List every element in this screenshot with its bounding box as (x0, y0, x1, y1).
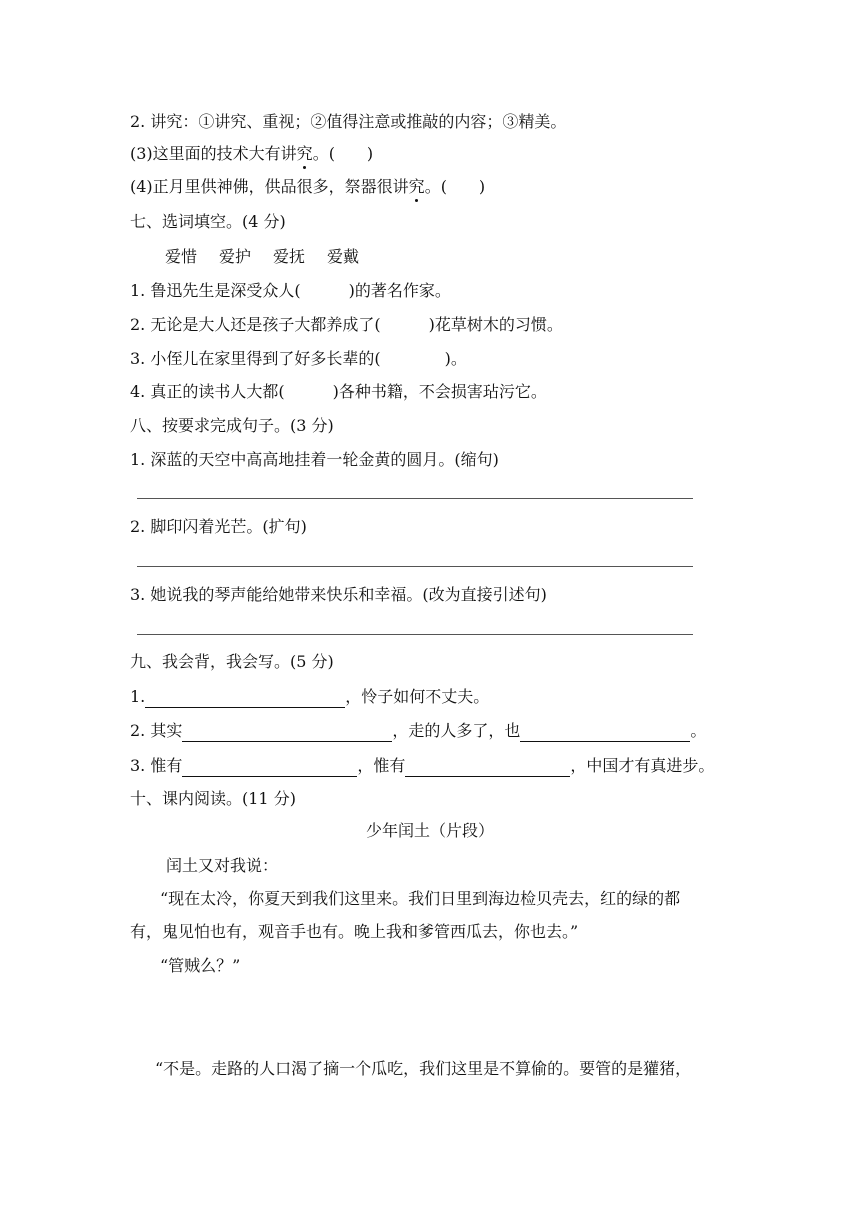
word-bank-item: 爱戴 (327, 247, 360, 266)
sentence-4-dotted-char: 究 (408, 177, 425, 196)
sentence-3-text: (3)这里面的技术大有讲 (130, 144, 297, 163)
answer-line[interactable] (137, 634, 693, 635)
question-number: 3. 惟有 (130, 756, 183, 775)
passage-paragraph: 闰土又对我说： (166, 856, 279, 875)
section-7-question-4: 4. 真正的读书人大都( )各种书籍，不会损害玷污它。 (130, 382, 547, 401)
passage-paragraph: “现在太冷，你夏天到我们这里来。我们日里到海边检贝壳去，红的绿的都 (160, 889, 681, 908)
fill-blank[interactable] (182, 759, 357, 777)
meaning-item-2: 2. 讲究：①讲究、重视；②值得注意或推敲的内容；③精美。 (130, 112, 567, 131)
fill-blank[interactable] (405, 759, 570, 777)
passage-paragraph: “管贼么？” (160, 956, 241, 975)
sentence-3 (130, 143, 373, 165)
poem-text: ，怜子如何不丈夫。 (345, 687, 490, 706)
fill-blank[interactable] (145, 690, 345, 708)
section-10-heading: 十、课内阅读。(11 分) (130, 789, 296, 808)
passage-paragraph: “不是。走路的人口渴了摘一个瓜吃，我们这里是不算偷的。要管的是獾猪， (155, 1059, 692, 1078)
passage-paragraph-continued: 有，鬼见怕也有，观音手也有。晚上我和爹管西瓜去，你也去。” (130, 922, 579, 941)
word-bank (165, 246, 381, 268)
poem-text: ，惟有 (357, 756, 406, 775)
question-number: 1. (130, 687, 146, 706)
sentence-4-bracket: 。( ) (424, 177, 486, 196)
fill-blank[interactable] (182, 724, 392, 742)
sentence-4 (130, 176, 485, 198)
section-7-question-2: 2. 无论是大人还是孩子大都养成了( )花草树木的习惯。 (130, 315, 563, 334)
word-bank-item: 爱抚 (273, 247, 306, 266)
answer-line[interactable] (137, 566, 693, 567)
sentence-3-bracket: 。( ) (312, 144, 374, 163)
section-9-question-1 (130, 686, 489, 708)
section-8-heading: 八、按要求完成句子。(3 分) (130, 416, 334, 435)
section-7-question-1: 1. 鲁迅先生是深受众人( )的著名作家。 (130, 281, 451, 300)
section-8-question-3: 3. 她说我的琴声能给她带来快乐和幸福。(改为直接引述句) (130, 585, 547, 604)
word-bank-item: 爱惜 (165, 247, 198, 266)
section-8-question-1: 1. 深蓝的天空中高高地挂着一轮金黄的圆月。(缩句) (130, 450, 499, 469)
poem-text: 。 (690, 721, 707, 740)
section-7-heading: 七、选词填空。(4 分) (130, 212, 286, 231)
answer-line[interactable] (137, 498, 693, 499)
section-8-question-2: 2. 脚印闪着光芒。(扩句) (130, 517, 307, 536)
word-bank-item: 爱护 (219, 247, 252, 266)
passage-title: 少年闰土（片段） (365, 821, 494, 840)
poem-text: ，中国才有真进步。 (570, 756, 715, 775)
section-9-heading: 九、我会背，我会写。(5 分) (130, 652, 334, 671)
sentence-3-dotted-char: 究 (296, 144, 313, 163)
question-number: 2. 其实 (130, 721, 183, 740)
fill-blank[interactable] (520, 724, 690, 742)
sentence-4-text: (4)正月里供神佛，供品很多，祭器很讲 (130, 177, 409, 196)
section-7-question-3: 3. 小侄儿在家里得到了好多长辈的( )。 (130, 349, 467, 368)
poem-text: ，走的人多了，也 (392, 721, 521, 740)
section-9-question-2 (130, 720, 706, 742)
section-9-question-3 (130, 755, 714, 777)
